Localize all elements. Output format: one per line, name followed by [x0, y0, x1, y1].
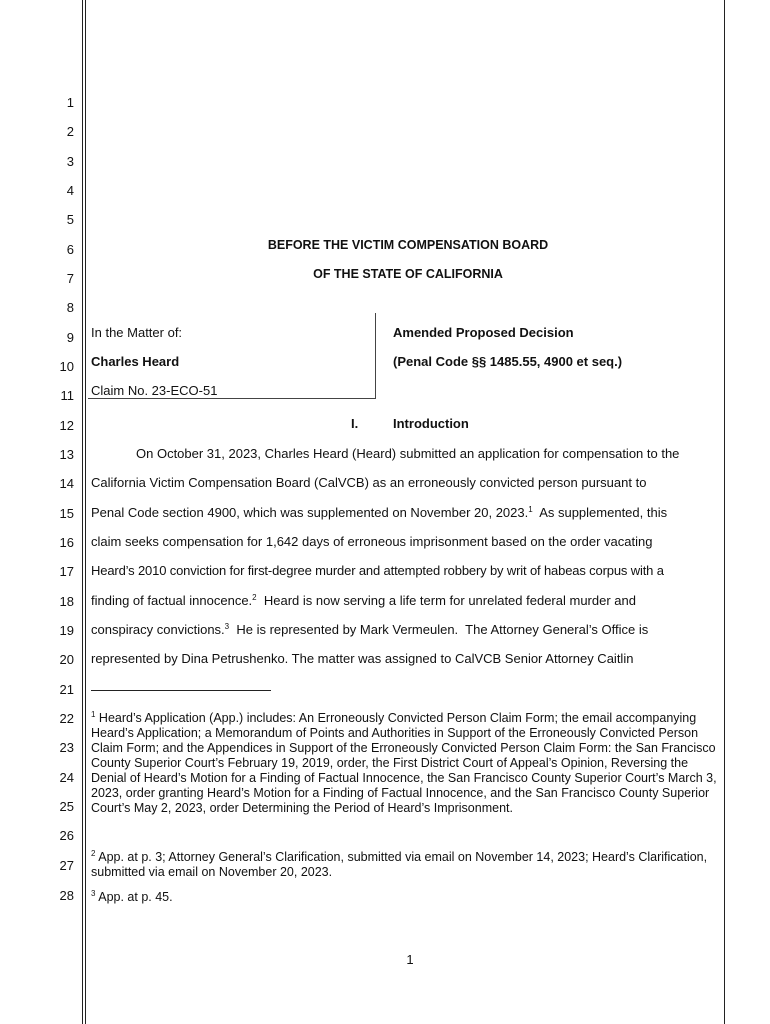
- line-number: 28: [59, 888, 74, 903]
- left-margin-rule-outer: [82, 0, 83, 1024]
- line-number: 16: [59, 535, 74, 550]
- line-number: 26: [59, 828, 74, 843]
- line-number: 8: [66, 300, 74, 315]
- document-title-line1: BEFORE THE VICTIM COMPENSATION BOARD: [267, 238, 549, 252]
- line-number: 1: [66, 95, 74, 110]
- line-number: 5: [66, 212, 74, 227]
- body-line: California Victim Compensation Board (CalVCB) as an erroneously convicted person pursuant to: [91, 475, 647, 490]
- body-line: represented by Dina Petrushenko. The matter was assigned to CalVCB Senior Attorney Caitlin: [91, 651, 634, 666]
- footnote-text: App. at p. 45.: [95, 890, 173, 904]
- body-text: As supplemented, this: [532, 505, 668, 520]
- body-text: conspiracy convictions.: [91, 622, 225, 637]
- footnote-3: [91, 890, 721, 905]
- line-number: 22: [59, 711, 74, 726]
- body-line: [91, 622, 721, 638]
- claimant-name: Charles Heard: [91, 354, 180, 369]
- claim-number: Claim No. 23-ECO-51: [91, 383, 218, 398]
- body-text: finding of factual innocence.: [91, 593, 253, 608]
- line-number: 13: [59, 447, 74, 462]
- line-number: 19: [59, 623, 74, 638]
- line-number: 23: [59, 740, 74, 755]
- line-number: 20: [59, 652, 74, 667]
- line-number: 4: [66, 183, 74, 198]
- footnote-ref[interactable]: 3: [224, 622, 230, 631]
- line-number: 3: [66, 154, 74, 169]
- document-title-line2: OF THE STATE OF CALIFORNIA: [313, 267, 503, 281]
- decision-title: Amended Proposed Decision: [393, 325, 574, 340]
- line-number: 11: [60, 388, 74, 403]
- line-number: 17: [59, 564, 74, 579]
- line-number: 27: [59, 858, 74, 873]
- line-number: 2: [66, 124, 74, 139]
- line-number: 10: [59, 359, 74, 374]
- footnote-text: Heard’s Application (App.) includes: An Erroneously Convicted Person Claim Form; the email accompanying Heard’s Application; a Memorandum of Points and Authorities in Support of the Erroneously Convicted Person Claim Form; and the Appendices in Support of the Erroneously Convicted Person Claim Form: the San Francisco County Superior Court’s February 19, 2019, order, the First District Court of Appeal’s Opinion, Reversing the Denial of Heard’s Motion for a Finding of Factual Innocence, the San Francisco County Superior Court’s March 3, 2023, order granting Heard’s Motion for a Finding of Factual Innocence, and the San Francisco County Superior Court’s May 2, 2023, order Determining the Period of Heard’s Imprisonment.: [91, 711, 717, 815]
- body-text: He is represented by Mark Vermeulen. The Attorney General’s Office is: [229, 622, 649, 637]
- line-number: 9: [66, 330, 74, 345]
- statute-citation: (Penal Code §§ 1485.55, 4900 et seq.): [393, 354, 623, 369]
- line-number: 15: [59, 506, 74, 521]
- footnote-mark: 1: [91, 710, 96, 719]
- footnote-ref[interactable]: 2: [252, 593, 257, 602]
- section-heading: Introduction: [393, 416, 469, 431]
- footnote-mark: 3: [91, 889, 96, 898]
- line-number: 21: [59, 682, 74, 697]
- body-line: [91, 505, 721, 521]
- line-number: 18: [59, 594, 74, 609]
- body-line: [91, 593, 721, 609]
- line-number: 24: [59, 770, 74, 785]
- matter-label: In the Matter of:: [91, 325, 183, 340]
- left-margin-rule-inner: [85, 0, 86, 1024]
- footnote-1: [91, 711, 721, 816]
- body-line: Heard’s 2010 conviction for first-degree murder and attempted robbery by writ of habeas corpus with a: [91, 563, 664, 578]
- body-text: Heard is now serving a life term for unrelated federal murder and: [256, 593, 636, 608]
- line-number: 25: [59, 799, 74, 814]
- footnote-mark: 2: [91, 849, 96, 858]
- line-number: 12: [59, 418, 74, 433]
- body-line: On October 31, 2023, Charles Heard (Heard) submitted an application for compensation to the: [136, 446, 680, 461]
- line-number: 14: [59, 476, 74, 491]
- body-line: claim seeks compensation for 1,642 days of erroneous imprisonment based on the order vacating: [91, 534, 653, 549]
- line-number: 6: [66, 242, 74, 257]
- footnote-text: App. at p. 3; Attorney General’s Clarification, submitted via email on November 14, 2023; Heard’s Clarification, submitted via email on November 20, 2023.: [91, 850, 708, 879]
- section-number: I.: [351, 416, 359, 431]
- page-number: 1: [406, 952, 414, 967]
- footnote-2: [91, 850, 721, 880]
- body-text: Penal Code section 4900, which was supplemented on November 20, 2023.: [91, 505, 529, 520]
- line-number: 7: [66, 271, 74, 286]
- right-margin-rule: [724, 0, 725, 1024]
- footnote-separator: [91, 690, 271, 691]
- footnote-ref[interactable]: 1: [528, 505, 533, 514]
